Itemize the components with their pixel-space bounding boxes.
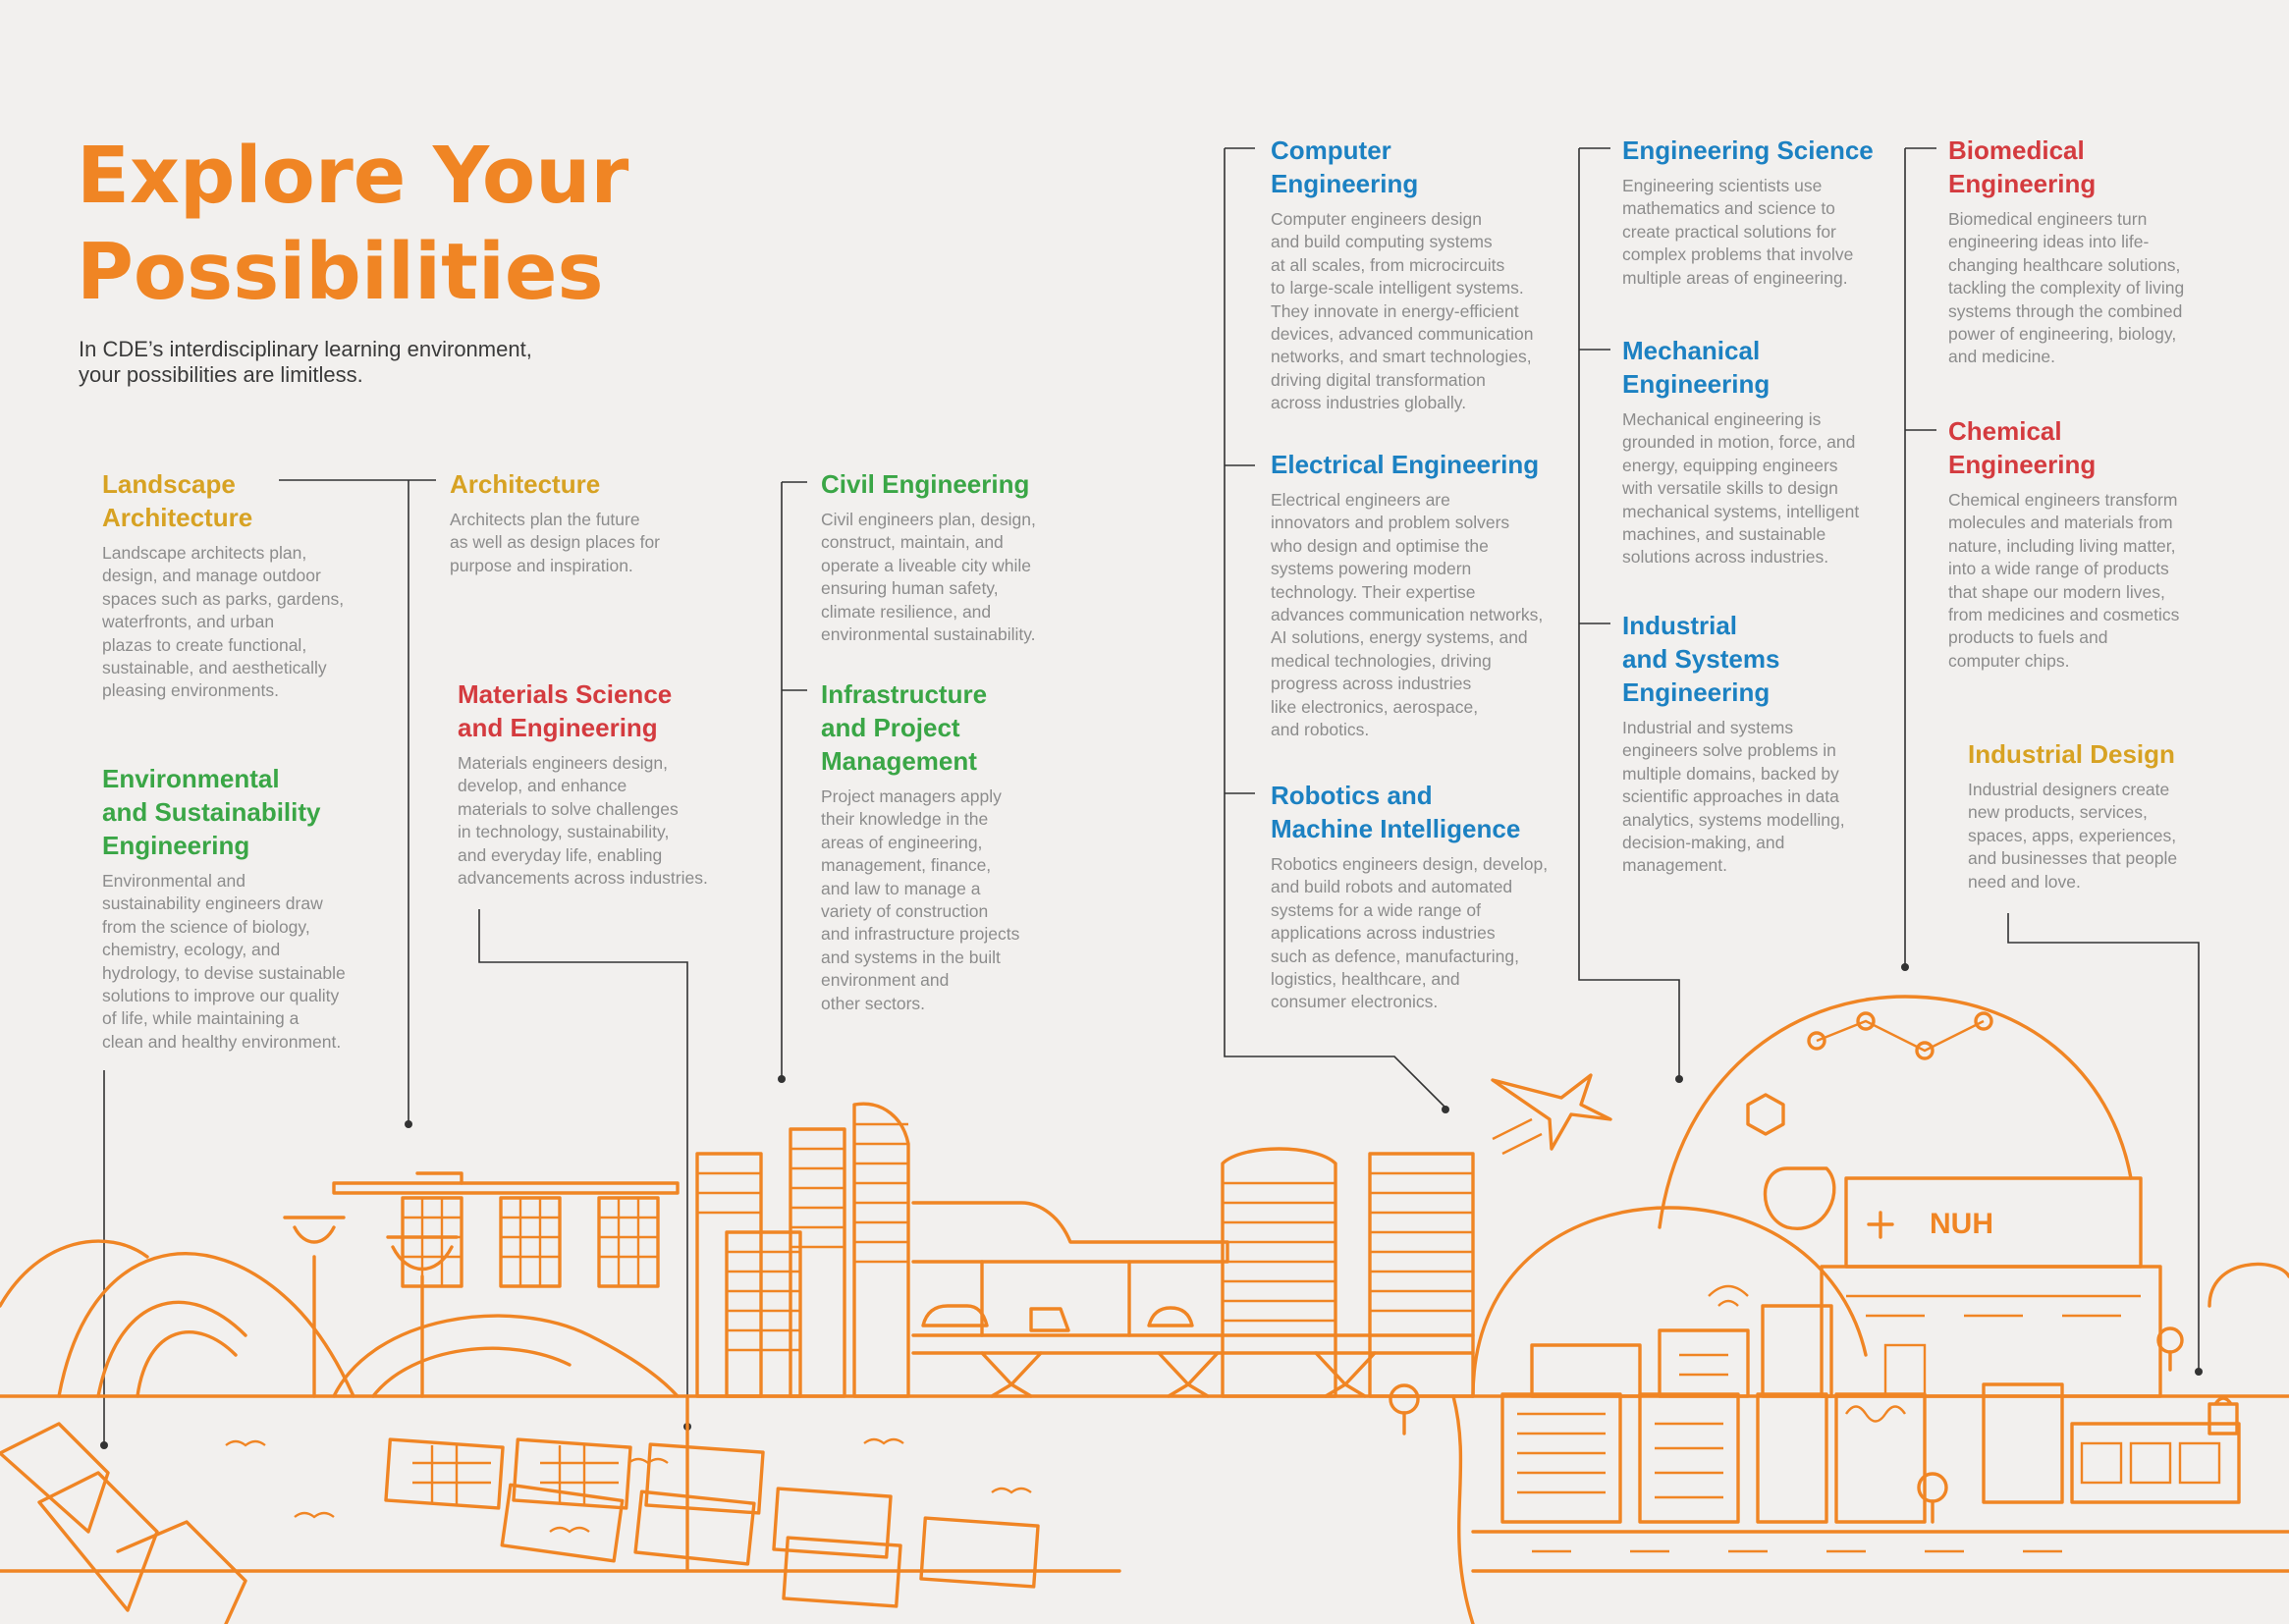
computer-engineering-title: Computer Engineering (1271, 135, 1419, 198)
tech-dome-icon (1473, 1208, 1866, 1396)
architecture-desc: Architects plan the future as well as design places for purpose and inspiration. (450, 510, 660, 575)
electrical-engineering-desc: Electrical engineers are innovators and problem solvers who design and optimise the systems powering modern technology. Their expertise advances communication networks, AI solutions, energy systems, and medical technologies, driving progress across industries like electronics, aerospace, and robotics. (1271, 490, 1544, 740)
road-icon (1453, 1396, 2289, 1624)
marina-bay-sands-icon (334, 1173, 678, 1286)
biomedical-dome-icon (1660, 997, 2131, 1228)
computer-engineering-desc: Computer engineers design and build computing systems at all scales, from microcircuits to large-scale intelligent systems. They innovate in energy-efficient devices, advanced communication networks, and smart technologies, driving digital transformation across industries globally. (1271, 209, 1534, 413)
biomedical-engineering-desc: Biomedical engineers turn engineering ideas into life- changing healthcare solutions, tackling the complexity of living systems through the combined power of engineering, biology, and medicine. (1948, 209, 2185, 367)
robotics-title: Robotics and Machine Intelligence (1271, 781, 1521, 843)
engineering-science-title: Engineering Science (1622, 135, 1874, 165)
mechanical-engineering-title: Mechanical Engineering (1622, 336, 1771, 399)
architecture-title: Architecture (450, 469, 601, 499)
server-rack-icon (1502, 1394, 1925, 1522)
materials-science-title: Materials Science and Engineering (458, 679, 673, 742)
helix-bridge-icon (0, 1424, 245, 1624)
page-title: Explore Your Possibilities (77, 131, 629, 317)
skyscraper-icon (1223, 1149, 1473, 1396)
intro-text: In CDE’s interdisciplinary learning environment, your possibilities are limitless. (79, 337, 532, 387)
industrial-design-title: Industrial Design (1968, 739, 2175, 769)
materials-science-desc: Materials engineers design, develop, and enhance materials to solve challenges in technology, sustainability, and everyday life, enabling advancements across industries. (458, 753, 708, 889)
gardens-dome-icon (0, 1241, 678, 1396)
environmental-engineering-desc: Environmental and sustainability engineers draw from the science of biology, chemistry, ecology, and hydrology, to devise sustainable solutions to improve our quality of life, while maintaining a clean and healthy environment. (102, 871, 346, 1052)
hospital-building-icon (1822, 1178, 2160, 1396)
infrastructure-management-title: Infrastructure and Project Management (821, 679, 988, 776)
landscape-architecture-desc: Landscape architects plan, design, and manage outdoor spaces such as parks, gardens, waterfronts, and urban plazas to create functional, sustainable, and aesthetically pleasing environments. (102, 543, 345, 701)
shopfront-icon (1984, 1265, 2289, 1502)
chemical-engineering-title: Chemical Engineering (1948, 416, 2097, 479)
solar-panel-icon (386, 1439, 1038, 1606)
landscape-architecture-title: Landscape Architecture (102, 469, 253, 532)
infrastructure-management-desc: Project managers apply their knowledge in the areas of engineering, management, finance, and law to manage a variety of construction and infrastructure projects and systems in the built environment and other sectors. (821, 786, 1020, 1013)
hospital-sign: NUH (1930, 1208, 1993, 1240)
civil-engineering-desc: Civil engineers plan, design, construct, maintain, and operate a liveable city while ensuring human safety, climate resilience, and environmental sustainability. (821, 510, 1036, 645)
aircraft-icon (1493, 1075, 1610, 1154)
engineering-science-desc: Engineering scientists use mathematics and science to create practical solutions for complex problems that involve multiple areas of engineering. (1622, 176, 1854, 288)
environmental-engineering-title: Environmental and Sustainability Engineering (102, 764, 321, 860)
industrial-systems-title: Industrial and Systems Engineering (1622, 611, 1780, 707)
office-tower-icon (697, 1104, 908, 1396)
robotics-desc: Robotics engineers design, develop, and build robots and automated systems for a wide range of applications across industries such as defence, manufacturing, logistics, healthcare, and consumer electronics. (1271, 854, 1549, 1012)
supertree-icon (285, 1218, 457, 1396)
mechanical-engineering-desc: Mechanical engineering is grounded in motion, force, and energy, equipping engineers with versatile skills to design mechanical systems, intelligent machines, and sustainable solutions across industries. (1622, 409, 1860, 568)
chemical-engineering-desc: Chemical engineers transform molecules and materials from nature, including living matter, into a wide range of products that shape our modern lives, from medicines and cosmetics products to fuels and computer chips. (1948, 490, 2180, 671)
biomedical-engineering-title: Biomedical Engineering (1948, 135, 2097, 198)
industrial-design-desc: Industrial designers create new products, services, spaces, apps, experiences, and businesses that people need and love. (1968, 780, 2178, 892)
electrical-engineering-title: Electrical Engineering (1271, 450, 1540, 479)
civil-engineering-title: Civil Engineering (821, 469, 1030, 499)
industrial-systems-desc: Industrial and systems engineers solve problems in multiple domains, backed by scientific approaches in data analytics, systems modelling, decision-making, and management. (1622, 718, 1845, 876)
